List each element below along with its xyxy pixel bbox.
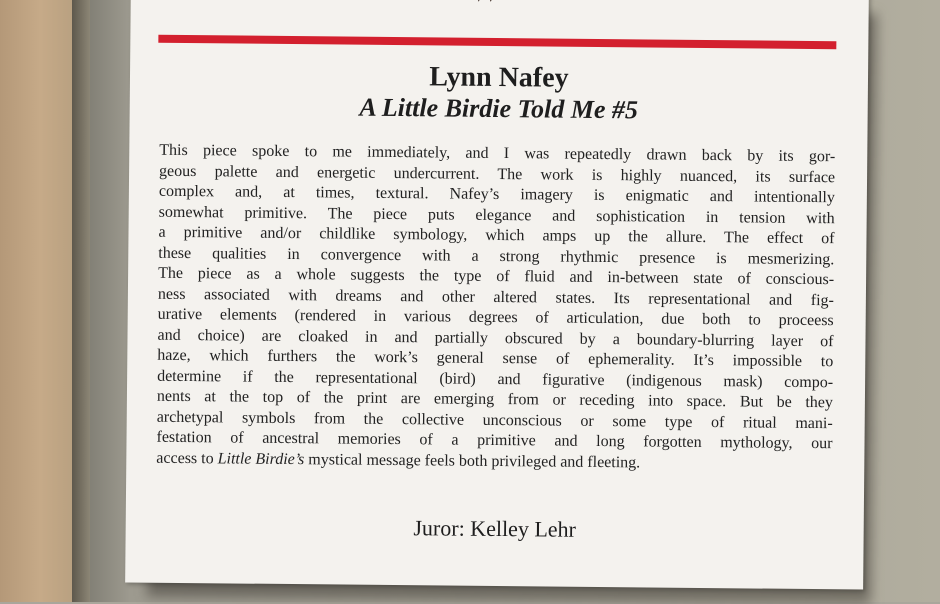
statement-line: nents at the top of the print are emerging from or receding into space. But be they (156, 387, 833, 412)
statement-line: somewhat primitive. The piece puts elegance and sophistication in tension with (158, 203, 835, 227)
statement-line: This piece spoke to me immediately, and I was repeatedly drawn back by its gor- (159, 141, 836, 166)
statement-line: these qualities in convergence with a strong rhythmic presence is mesmerizing. (158, 244, 835, 268)
statement-line: ness associated with dreams and other altered states. Its representational and fig- (157, 285, 834, 309)
wall-frame-edge (72, 0, 90, 602)
statement-text: access to (156, 449, 218, 467)
artwork-title: A Little Birdie Told Me #5 (359, 92, 639, 125)
statement-line: festation of ancestral memories of a primitive and long forgotten mythology, our (156, 428, 833, 453)
statement-line: The piece as a whole suggests the type of fluid and in-between state of conscious- (158, 264, 835, 289)
juror-statement (156, 141, 835, 475)
statement-line: haze, which furthers the work’s general sense of ephemerality. It’s impossible to (157, 346, 834, 371)
statement-text: mystical message feels both privileged and fleeting. (304, 450, 641, 471)
statement-italic-title: Little Birdie’s (217, 449, 305, 468)
artist-name: Lynn Nafey (429, 61, 569, 94)
statement-line: and choice) are cloaked in and partially obscured by a boundary-blurring layer of (157, 326, 834, 350)
statement-line: determine if the representational (bird) and figurative (indigenous mask) compo- (157, 367, 834, 391)
statement-line: geous palette and energetic undercurrent. The work is highly nuanced, its surface (159, 162, 836, 186)
exhibit-label-card (125, 0, 869, 590)
statement-line: complex and, at times, textural. Nafey’s imagery is enigmatic and intentionally (158, 182, 835, 207)
statement-line: a primitive and/or childlike symbology, which amps up the allure. The effect of (158, 223, 835, 248)
statement-line: archetypal symbols from the collective unconscious or some type of ritual mani- (156, 408, 833, 432)
statement-line: urative elements (rendered in various degrees of articulation, due both to proceess (157, 305, 834, 330)
red-divider-rule (158, 35, 836, 50)
logo-mark-icon (461, 0, 507, 6)
juror-credit: Juror: Kelley Lehr (413, 515, 577, 542)
